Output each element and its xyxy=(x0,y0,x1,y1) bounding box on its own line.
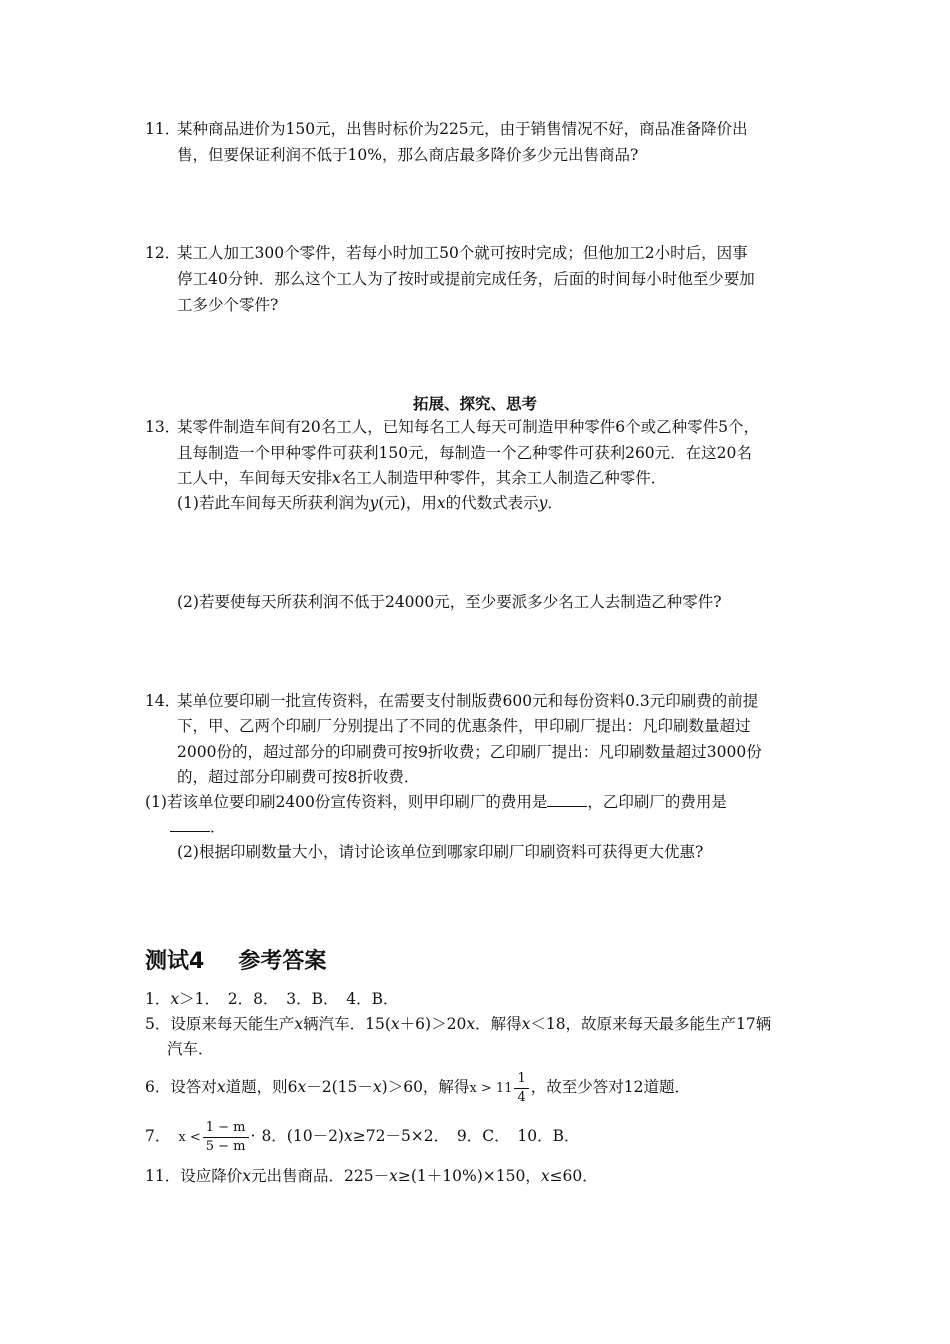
q13-line-3-b: 名工人制造甲种零件，其余工人制造乙种零件． xyxy=(340,469,667,487)
q14-part-1-b: ，乙印刷厂的费用是 xyxy=(587,793,727,811)
q13-part-1-c: 的代数式表示 xyxy=(445,494,539,512)
q11-number: 11． xyxy=(145,120,181,138)
q11-line-2: 售，但要保证利润不低于10%，那么商店最多降价多少元出售商品? xyxy=(177,146,639,164)
q13-part-1-a: (1)若此车间每天所获利润为 xyxy=(177,494,370,512)
answer-5-d: ．解得 xyxy=(475,1015,522,1033)
answer-6-a: 设答对 xyxy=(170,1078,217,1096)
answer-6 xyxy=(145,1065,690,1111)
q13-part-1 xyxy=(177,492,563,514)
fraction-denominator: 5 − m xyxy=(205,1138,246,1154)
fraction-denominator: 4 xyxy=(517,1089,526,1105)
q13-number: 13． xyxy=(145,418,181,436)
answer-11-a: 设应降价 xyxy=(180,1167,243,1185)
answer-number: 11． xyxy=(145,1167,181,1185)
q13-line-1: 某零件制造车间有20名工人，已知每名工人每天可制造甲种零件6个或乙种零件5个， xyxy=(177,418,759,436)
answer-5-c: ＋6)＞20 xyxy=(399,1015,467,1033)
answer-6-e: ，故至少答对12道题． xyxy=(530,1078,690,1096)
q13-part-2: (2)若要使每天所获利润不低于24000元，至少要派多少名工人去制造乙种零件? xyxy=(177,593,722,611)
var-y: y xyxy=(538,494,548,512)
answer-5-line-2: 汽车． xyxy=(167,1040,214,1058)
var-x: x xyxy=(372,1078,382,1096)
answer-5-b: 辆汽车．15( xyxy=(303,1015,391,1033)
q13-part-1-d: ． xyxy=(547,494,563,512)
q14-part-1 xyxy=(145,791,727,813)
var-x: x xyxy=(332,469,341,487)
q12-line-2: 停工40分钟．那么这个工人为了按时或提前完成任务，后面的时间每小时他至少要加 xyxy=(177,270,755,288)
var-x: x xyxy=(390,1015,400,1033)
var-x: x xyxy=(540,1167,550,1185)
q14-part-1-cont xyxy=(170,816,226,838)
q14-part-1-a: (1)若该单位要印刷2400份宣传资料，则甲印刷厂的费用是 xyxy=(145,793,548,811)
var-x: x xyxy=(294,1015,304,1033)
section-heading: 拓展、探究、思考 xyxy=(412,394,537,413)
answers-heading-test: 测试4 xyxy=(145,949,205,974)
q12-number: 12． xyxy=(145,244,181,262)
answer-11-b: 元出售商品．225－ xyxy=(251,1167,390,1185)
var-x: x xyxy=(466,1015,476,1033)
answer-number: 6． xyxy=(145,1078,171,1096)
answer-blank xyxy=(547,792,587,807)
answer-11-c: ≥(1＋10%)×150， xyxy=(397,1167,541,1185)
q14-line-2: 下，甲、乙两个印刷厂分别提出了不同的优惠条件，甲印刷厂提出：凡印刷数量超过 xyxy=(177,717,751,735)
q12-line-1: 某工人加工300个零件，若每小时加工50个就可按时完成；但他加工2小时后，因事 xyxy=(177,244,748,262)
var-x: x xyxy=(521,1015,531,1033)
answer-5-e: ＜18，故原来每天最多能生产17辆 xyxy=(530,1015,772,1033)
var-x: x xyxy=(343,1127,353,1145)
fraction xyxy=(203,1119,249,1156)
answer-number: 7． xyxy=(145,1127,171,1145)
q14-line-3: 2000份的，超过部分的印刷费可按9折收费；乙印刷厂提出：凡印刷数量超过3000份 xyxy=(177,743,762,761)
answer-8-b: ≥72－5×2． 9．C． 10．B． xyxy=(352,1127,580,1145)
dot: · xyxy=(250,1127,256,1145)
q14-part-2: (2)根据印刷数量大小，请讨论该单位到哪家印刷厂印刷资料可获得更大优惠? xyxy=(177,843,704,861)
fraction xyxy=(514,1070,528,1107)
answer-1-4-text: ＞1． 2．8． 3．B． 4．B． xyxy=(179,990,399,1008)
q13-line-2: 且每制造一个甲种零件可获利150元，每制造一个乙种零件可获利260元．在这20名 xyxy=(177,444,752,462)
answer-6-b: 道题，则6 xyxy=(225,1078,298,1096)
answer-11 xyxy=(145,1165,598,1187)
inequality-lhs: x < xyxy=(178,1130,201,1145)
q13-part-1-b: (元)，用 xyxy=(378,494,437,512)
q13-line-3-a: 工人中，车间每天安排 xyxy=(177,469,333,487)
var-x: x xyxy=(216,1078,226,1096)
var-x: x xyxy=(170,990,180,1008)
answer-6-d: )＞60，解得 xyxy=(381,1078,470,1096)
answer-11-d: ≤60． xyxy=(549,1167,598,1185)
var-x: x xyxy=(436,494,446,512)
answer-7-10 xyxy=(145,1114,580,1160)
var-x: x xyxy=(242,1167,251,1185)
var-x: x xyxy=(389,1167,398,1185)
answer-8-a: 8．(10－2) xyxy=(261,1127,344,1145)
inequality-lhs: x > 11 xyxy=(469,1081,513,1096)
var-y: y xyxy=(369,494,379,512)
q12-line-3: 工多少个零件? xyxy=(177,296,279,314)
q14-number: 14． xyxy=(145,692,181,710)
fraction-numerator: 1 xyxy=(514,1070,528,1089)
q13-line-3 xyxy=(177,467,666,489)
q14-line-1: 某单位要印刷一批宣传资料，在需要支付制版费600元和每份资料0.3元印刷费的前提 xyxy=(177,692,759,710)
var-x: x xyxy=(297,1078,307,1096)
answer-5-a: 设原来每天能生产 xyxy=(170,1015,295,1033)
q14-line-4: 的，超过部分印刷费可按8折收费． xyxy=(177,768,420,786)
q11-line-1: 某种商品进价为150元，出售时标价为225元，由于销售情况不好，商品准备降价出 xyxy=(177,120,748,138)
answers-heading-label: 参考答案 xyxy=(238,949,327,974)
answer-6-c: －2(15－ xyxy=(306,1078,373,1096)
answers-heading xyxy=(145,946,326,978)
q14-part-1-c: ． xyxy=(210,818,226,836)
answer-number: 5． xyxy=(145,1015,171,1033)
answer-1-4 xyxy=(145,988,398,1010)
fraction-numerator: 1 − m xyxy=(203,1119,249,1138)
answer-number: 1． xyxy=(145,990,171,1008)
answer-5 xyxy=(145,1013,771,1035)
answer-blank xyxy=(170,817,210,832)
